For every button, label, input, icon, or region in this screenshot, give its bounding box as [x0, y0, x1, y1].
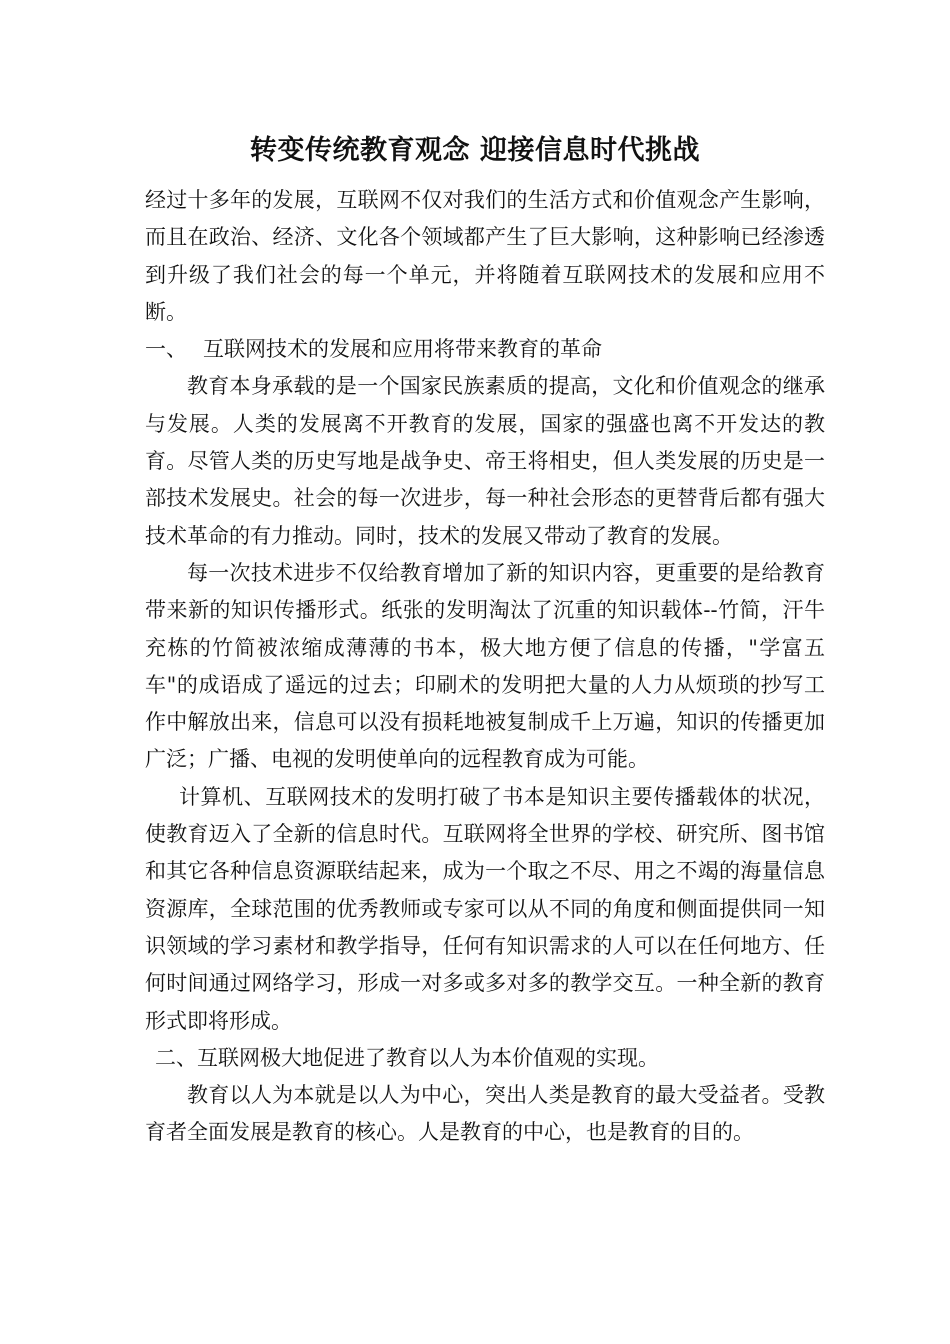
section-1-heading — [145, 331, 825, 368]
section-2-heading: 二、互联网极大地促进了教育以人为本价值观的实现。 — [155, 1045, 659, 1070]
section-1-heading-text: 互联网技术的发展和应用将带来教育的革命 — [203, 337, 602, 362]
section-1-number: 一、 — [145, 337, 187, 362]
section-1-paragraph-1: 教育本身承载的是一个国家民族素质的提高，文化和价值观念的继承与发展。人类的发展离不开教育的发展，国家的强盛也离不开发达的教育。尽管人类的历史写地是战争史、帝王将相史，但人类发展的历史是一部技术发展史。社会的每一次进步，每一种社会形态的更替背后都有强大技术革命的有力推动。同时，技术的发展又带动了教育的发展。 — [145, 374, 825, 548]
section-2-paragraph-1: 教育以人为本就是以人为中心，突出人类是教育的最大受益者。受教育者全面发展是教育的核心。人是教育的中心，也是教育的目的。 — [145, 1083, 825, 1145]
section-1-paragraph-2: 每一次技术进步不仅给教育增加了新的知识内容，更重要的是给教育带来新的知识传播形式。纸张的发明淘汰了沉重的知识载体--竹简，汗牛充栋的竹简被浓缩成薄薄的书本，极大地方便了信息的传播，"学富五车"的成语成了遥远的过去；印刷术的发明把大量的人力从烦琐的抄写工作中解放出来，信息可以没有损耗地被复制成千上万遍，知识的传播更加广泛；广播、电视的发明使单向的远程教育成为可能。 — [145, 560, 825, 772]
document-body — [145, 182, 825, 1152]
document-title: 转变传统教育观念 迎接信息时代挑战 — [250, 135, 700, 166]
intro-paragraph: 经过十多年的发展，互联网不仅对我们的生活方式和价值观念产生影响，而且在政治、经济、文化各个领域都产生了巨大影响，这种影响已经渗透到升级了我们社会的每一个单元，并将随着互联网技术的发展和应用不断。 — [145, 188, 825, 324]
section-1-paragraph-3: 计算机、互联网技术的发明打破了书本是知识主要传播载体的状况，使教育迈入了全新的信息时代。互联网将全世界的学校、研究所、图书馆和其它各种信息资源联结起来，成为一个取之不尽、用之不竭的海量信息资源库，全球范围的优秀教师或专家可以从不同的角度和侧面提供同一知识领域的学习素材和教学指导，任何有知识需求的人可以在任何地方、任何时间通过网络学习，形成一对多或多对多的教学交互。一种全新的教育形式即将形成。 — [145, 784, 825, 1033]
